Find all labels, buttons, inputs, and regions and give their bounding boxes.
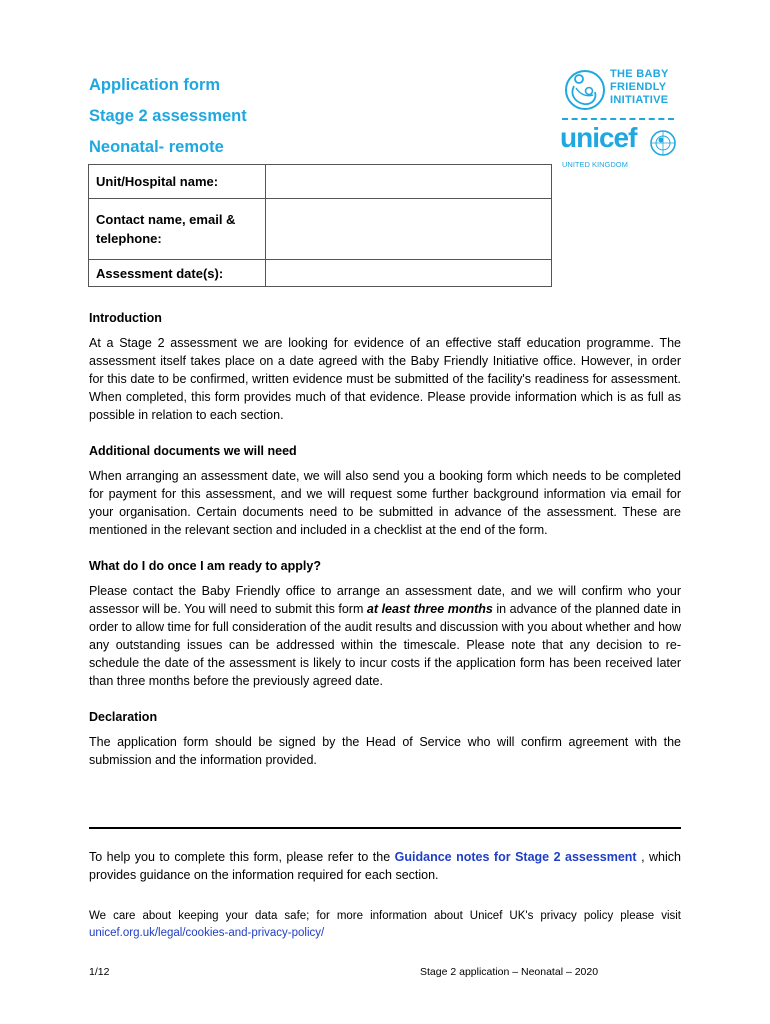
mother-baby-icon: [562, 64, 608, 116]
apply-paragraph: Please contact the Baby Friendly office to arrange an assessment date, and we will confirm who your assessor will be. You will need to submit this form at least three months in advance of the planned date in order to allow time for full consideration of the audit results and discussion with you about whether and how any outstanding issues can be addressed within the timescale. Please note that any decision to re-schedule the date of the assessment is likely to incur costs if the application form has been received later than three months before the previously agreed date.: [89, 584, 681, 688]
intro-paragraph: At a Stage 2 assessment we are looking for evidence of an effective staff education programme. The assessment itself takes place on a date agreed with the Baby Friendly Initiative office. However, in order for this date to be confirmed, written evidence must be submitted of the facility's readiness for assessment. When completed, this form provides much of that evidence. Please provide information which is as full as possible in relation to each section.: [89, 336, 681, 422]
bfi-logo-text: THE BABY FRIENDLY INITIATIVE: [610, 68, 669, 106]
declaration-heading: Declaration: [89, 710, 158, 724]
page-number: 1/12: [89, 966, 110, 978]
apply-emphasis: at least three months: [366, 602, 493, 616]
subtitle: Neonatal- remote: [89, 138, 224, 156]
contact-label: Contact name, email & telephone:: [89, 199, 266, 260]
bfi-unicef-logo: [560, 60, 680, 175]
unicef-wordmark: unicef: [560, 122, 637, 153]
unit-hospital-label: Unit/Hospital name:: [89, 165, 266, 199]
title-block: [89, 70, 247, 163]
stage-title: Stage 2 assessment: [89, 107, 247, 125]
applicant-details-table: [88, 164, 552, 287]
apply-heading: What do I do once I am ready to apply?: [89, 559, 321, 573]
guidance-note: To help you to complete this form, please refer to the Guidance notes for Stage 2 assessment , which provides guidance on the information required for each section.: [89, 850, 681, 882]
docs-heading: Additional documents we will need: [89, 444, 297, 458]
contact-field[interactable]: [266, 199, 552, 260]
table-row: [89, 260, 552, 287]
section-divider: [89, 827, 681, 829]
intro-heading: Introduction: [89, 311, 162, 325]
unit-hospital-field[interactable]: [266, 165, 552, 199]
declaration-paragraph: The application form should be signed by the Head of Service who will confirm agreement with the submission and the information provided.: [89, 735, 681, 767]
footer-doc-title: Stage 2 application – Neonatal – 2020: [420, 966, 599, 978]
privacy-note: We care about keeping your data safe; for more information about Unicef UK's privacy policy please visit unicef.org.uk/legal/cookies-and-privacy-policy/: [89, 910, 681, 939]
guidance-notes-link[interactable]: Guidance notes for Stage 2 assessment: [394, 850, 637, 864]
table-row: [89, 199, 552, 260]
docs-paragraph: When arranging an assessment date, we will also send you a booking form which needs to be completed for payment for this assessment, and we will request some further background information via email for your organisation. Certain documents need to be submitted in advance of the assessment. These are mentioned in the relevant section and included in a checklist at the end of the form.: [89, 469, 681, 537]
form-title: Application form: [89, 76, 221, 94]
unicef-uk-label: UNITED KINGDOM: [562, 160, 628, 169]
table-row: [89, 165, 552, 199]
body-text: [89, 309, 681, 787]
assessment-date-label: Assessment date(s):: [89, 260, 266, 287]
logo-divider: [562, 118, 674, 120]
unicef-emblem-icon: [650, 130, 676, 156]
assessment-date-field[interactable]: [266, 260, 552, 287]
privacy-policy-link[interactable]: unicef.org.uk/legal/cookies-and-privacy-policy/: [89, 927, 325, 939]
